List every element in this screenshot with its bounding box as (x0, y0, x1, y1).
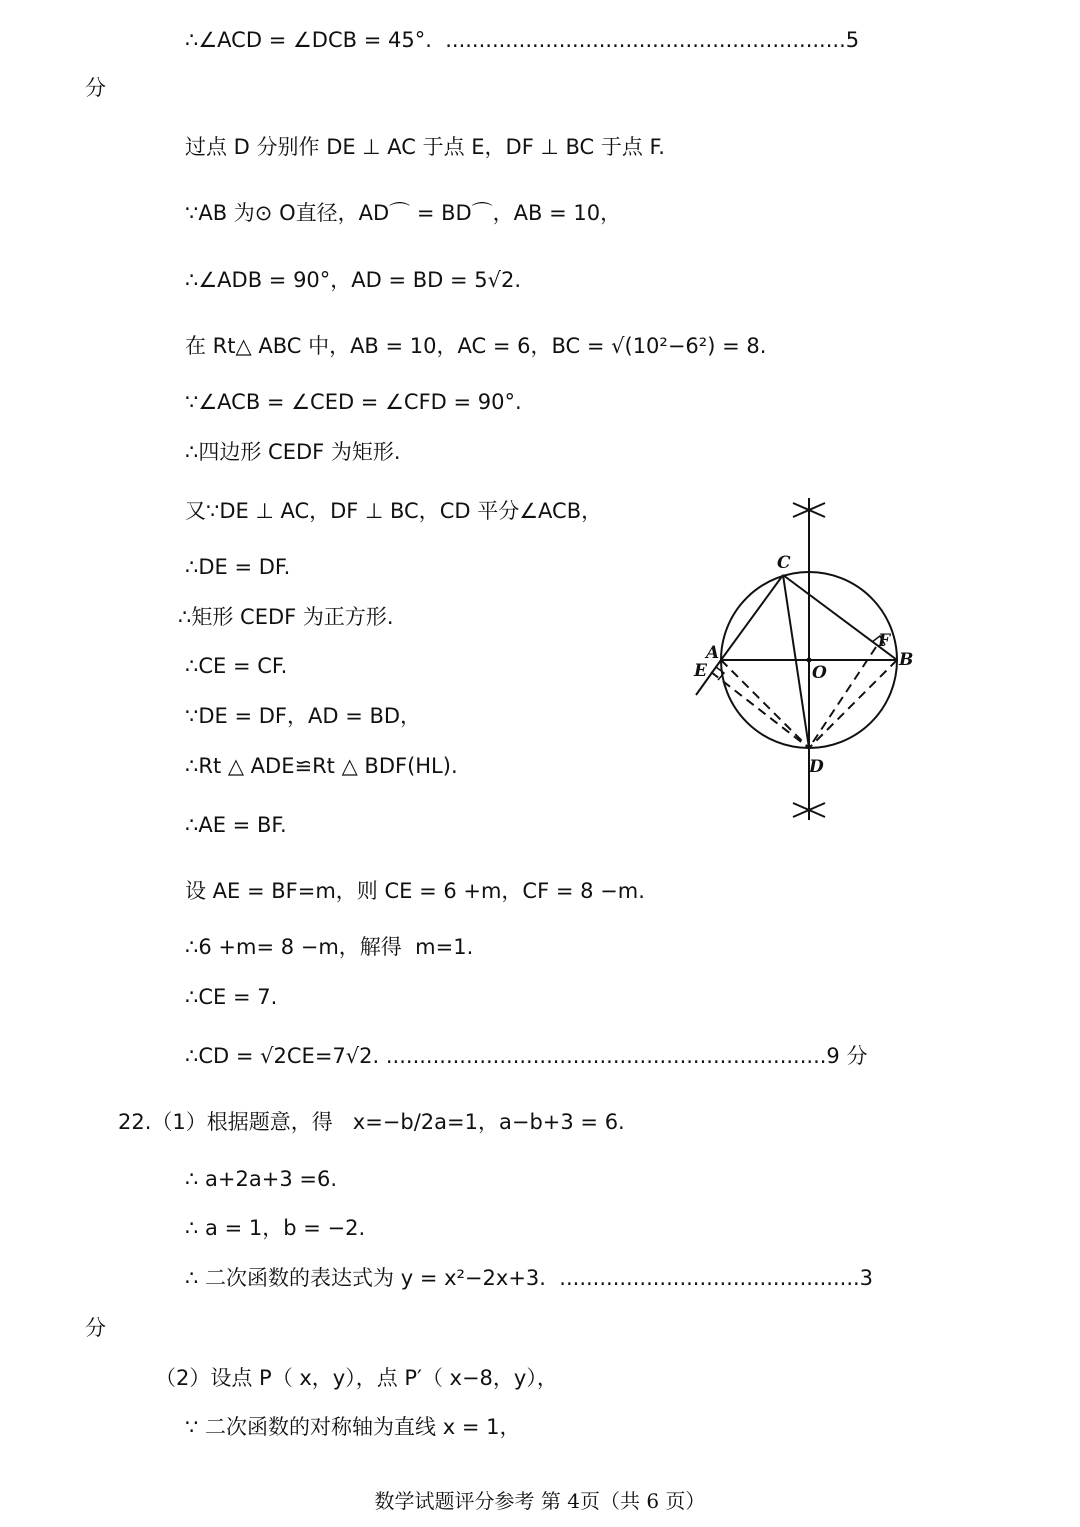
text-line: ∴ 二次函数的表达式为 y = x²−2x+3. .............................................3 (185, 1266, 874, 1290)
text-line: ∴CD = √2CE=7√2. ..................................................................9 分 (185, 1044, 868, 1068)
geometry-figure (680, 490, 940, 830)
text-line: ∴ a+2a+3 =6. (185, 1167, 337, 1191)
label-e: E (694, 661, 707, 681)
segment-ac (721, 575, 783, 660)
text-line: 设 AE = BF=m，则 CE = 6 +m，CF = 8 −m. (185, 879, 645, 903)
text-line: ∴四边形 CEDF 为矩形. (185, 440, 401, 464)
text-line: 又∵DE ⊥ AC，DF ⊥ BC，CD 平分∠ACB， (185, 499, 603, 523)
text-line: ∴∠ACD = ∠DCB = 45°. ............................................................5 (185, 28, 860, 52)
label-d: D (809, 757, 824, 777)
text-line: ∵AB 为⊙ O直径，AD⌒ = BD⌒，AB = 10， (185, 201, 622, 225)
label-c: C (777, 553, 791, 573)
text-line: ∴6 +m= 8 −m，解得 m=1. (185, 935, 474, 959)
page-footer: 数学试题评分参考 第 4页（共 6 页） (374, 1489, 706, 1513)
label-o: O (812, 663, 827, 683)
text-line: ∴CE = 7. (185, 985, 278, 1009)
label-f: F (878, 631, 891, 651)
text-line: 分 (85, 1316, 106, 1340)
text-line: 在 Rt△ ABC 中，AB = 10，AC = 6，BC = √(10²−6²) = 8. (185, 334, 767, 358)
text-line: ∴DE = DF. (185, 555, 291, 579)
text-line: ∴∠ADB = 90°，AD = BD = 5√2. (185, 268, 522, 292)
text-line: 分 (85, 76, 106, 100)
text-line: ∴AE = BF. (185, 813, 287, 837)
label-a: A (706, 643, 720, 663)
text-line: ∴Rt △ ADE≌Rt △ BDF(HL). (185, 754, 458, 778)
text-line: ∵DE = DF，AD = BD， (185, 704, 422, 728)
text-line: ∴矩形 CEDF 为正方形. (178, 605, 394, 629)
text-line: ∵∠ACB = ∠CED = ∠CFD = 90°. (185, 390, 522, 414)
label-b: B (899, 650, 914, 670)
text-line: （2）设点 P（ x，y），点 P′（ x−8，y）， (155, 1366, 558, 1390)
text-line: 过点 D 分别作 DE ⊥ AC 于点 E，DF ⊥ BC 于点 F. (185, 135, 665, 159)
segment-cd (783, 575, 809, 748)
text-line: 22.（1）根据题意，得 x=−b/2a=1，a−b+3 = 6. (118, 1110, 625, 1134)
dashed-ed (711, 672, 809, 748)
dashed-ad (721, 660, 809, 748)
text-line: ∴CE = CF. (185, 654, 288, 678)
text-line: ∵ 二次函数的对称轴为直线 x = 1， (185, 1415, 521, 1439)
center-point (807, 658, 812, 663)
text-line: ∴ a = 1，b = −2. (185, 1216, 366, 1240)
